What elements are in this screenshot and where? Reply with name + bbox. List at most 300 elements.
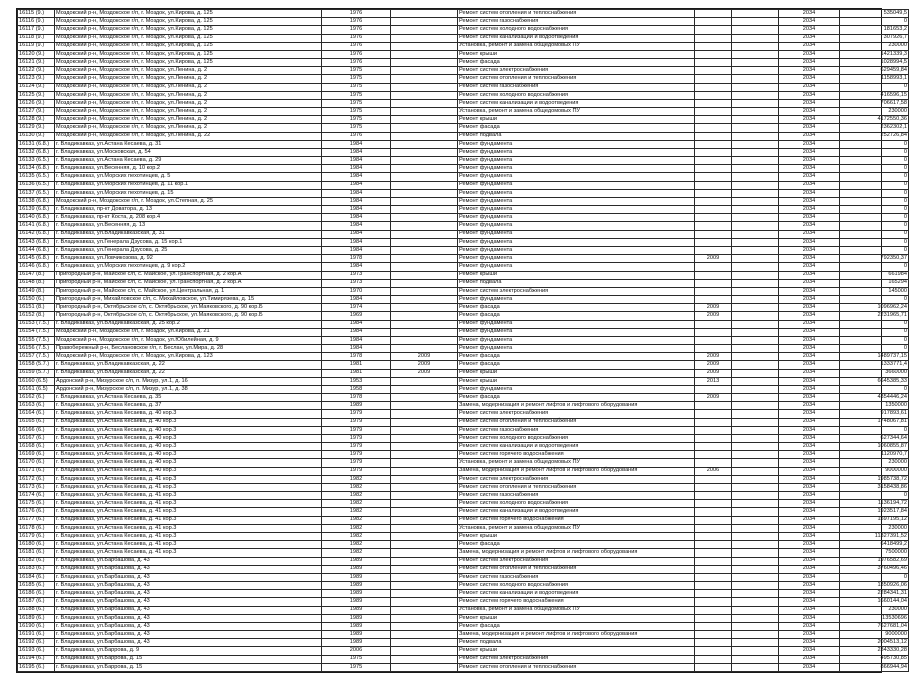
planned-year-cell: 2034: [779, 451, 840, 459]
work-type-cell: Установка, ремонт и замена общедомовых ПУ: [458, 42, 695, 50]
last-repair-year-cell: [695, 206, 732, 214]
year-cell: [732, 50, 779, 58]
year-built-cell: 2006: [322, 647, 391, 655]
address-cell: г. Владикавказ, ул.Весенняя, д. 13: [55, 222, 322, 230]
last-repair-year-cell: [695, 622, 732, 630]
year-built-cell: 1979: [322, 459, 391, 467]
last-repair-year-cell: [695, 214, 732, 222]
cost-cell: 0: [840, 426, 909, 434]
year-built-cell: 1989: [322, 565, 391, 573]
year-built-cell: 1989: [322, 614, 391, 622]
table-row: [18, 492, 909, 500]
year-cell: [732, 565, 779, 573]
year-cell: [391, 148, 458, 156]
year-built-cell: 1976: [322, 26, 391, 34]
row-number-cell: 16165 (6.): [18, 418, 55, 426]
planned-year-cell: 2034: [779, 533, 840, 541]
planned-year-cell: 2034: [779, 483, 840, 491]
year-cell: [391, 647, 458, 655]
row-number-cell: 16167 (6.): [18, 434, 55, 442]
year-built-cell: 1973: [322, 279, 391, 287]
table-row: [18, 140, 909, 148]
planned-year-cell: 2034: [779, 271, 840, 279]
year-cell: [391, 394, 458, 402]
table-row: [18, 279, 909, 287]
work-type-cell: Ремонт систем газоснабжения: [458, 426, 695, 434]
row-number-cell: 16185 (6.): [18, 582, 55, 590]
year-built-cell: 1984: [322, 148, 391, 156]
cost-cell: 1060855,87: [840, 443, 909, 451]
table-row: [18, 312, 909, 320]
row-number-cell: 16192 (6.): [18, 639, 55, 647]
planned-year-cell: 2034: [779, 426, 840, 434]
planned-year-cell: 2034: [779, 59, 840, 67]
table-row: [18, 410, 909, 418]
last-repair-year-cell: [695, 26, 732, 34]
last-repair-year-cell: [695, 83, 732, 91]
last-repair-year-cell: [695, 50, 732, 58]
last-repair-year-cell: [695, 410, 732, 418]
address-cell: Пригородный р-н, Октябрьское с/п, с. Октябрьское, ул.Маяковского, д. 90 кор.Б: [55, 304, 322, 312]
year-cell: [391, 475, 458, 483]
row-number-cell: 16129 (9.): [18, 124, 55, 132]
work-type-cell: Ремонт фасада: [458, 124, 695, 132]
address-cell: Моздокский р-н, Моздокское г/п, г. Моздок, ул.Кирова, д. 125: [55, 34, 322, 42]
planned-year-cell: 2034: [779, 549, 840, 557]
cost-cell: 416596,15: [840, 91, 909, 99]
planned-year-cell: 2034: [779, 361, 840, 369]
year-cell: [732, 181, 779, 189]
row-number-cell: 16128 (9.): [18, 116, 55, 124]
year-cell: [391, 508, 458, 516]
year-cell: [391, 467, 458, 475]
cost-cell: 1350926,06: [840, 582, 909, 590]
address-cell: г. Владикавказ, ул.Владикавказская, д. 22: [55, 369, 322, 377]
last-repair-year-cell: [695, 573, 732, 581]
last-repair-year-cell: [695, 140, 732, 148]
cost-cell: 0: [840, 189, 909, 197]
work-type-cell: Ремонт систем отопления и теплоснабжения: [458, 565, 695, 573]
planned-year-cell: 2034: [779, 410, 840, 418]
table-row: [18, 304, 909, 312]
cost-cell: 629459,84: [840, 67, 909, 75]
table-row: [18, 508, 909, 516]
planned-year-cell: 2034: [779, 377, 840, 385]
year-cell: [732, 189, 779, 197]
row-number-cell: 16148 (8.): [18, 279, 55, 287]
table-row: [18, 606, 909, 614]
table-row: [18, 524, 909, 532]
year-cell: [391, 549, 458, 557]
planned-year-cell: 2034: [779, 663, 840, 671]
cost-cell: 2343330,28: [840, 647, 909, 655]
cost-cell: 230000: [840, 42, 909, 50]
cost-cell: 0: [840, 148, 909, 156]
row-number-cell: 16121 (9.): [18, 59, 55, 67]
address-cell: г. Владикавказ, ул.Барбашова, д. 43: [55, 639, 322, 647]
year-cell: [391, 83, 458, 91]
last-repair-year-cell: [695, 279, 732, 287]
address-cell: Правобережный р-н, Беслановское г/п, г. Беслан, ул.Мира, д. 28: [55, 345, 322, 353]
year-cell: [732, 541, 779, 549]
cost-cell: 0: [840, 320, 909, 328]
work-type-cell: Ремонт фундамента: [458, 214, 695, 222]
year-built-cell: 1989: [322, 590, 391, 598]
year-built-cell: 1984: [322, 206, 391, 214]
year-cell: [732, 304, 779, 312]
year-cell: [732, 533, 779, 541]
cost-cell: 13530696: [840, 614, 909, 622]
last-repair-year-cell: [695, 18, 732, 26]
address-cell: Моздокский р-н, Моздокское г/п, г. Моздок, ул.Кирова, д. 123: [55, 353, 322, 361]
year-built-cell: 1982: [322, 508, 391, 516]
year-built-cell: 1982: [322, 483, 391, 491]
last-repair-year-cell: 2009: [695, 394, 732, 402]
work-type-cell: Ремонт систем газоснабжения: [458, 573, 695, 581]
cost-cell: 7627681,04: [840, 622, 909, 630]
address-cell: Моздокский р-н, Моздокское г/п, г. Моздок, ул.Ленина, д. 2: [55, 99, 322, 107]
work-type-cell: Установка, ремонт и замена общедомовых ПУ: [458, 459, 695, 467]
planned-year-cell: 2034: [779, 10, 840, 18]
table-row: [18, 320, 909, 328]
table-row: [18, 238, 909, 246]
planned-year-cell: 2034: [779, 582, 840, 590]
year-built-cell: 1984: [322, 181, 391, 189]
row-number-cell: 16194 (6.): [18, 655, 55, 663]
row-number-cell: 16118 (9.): [18, 34, 55, 42]
work-type-cell: Ремонт фундамента: [458, 230, 695, 238]
work-type-cell: Ремонт систем электроснабжения: [458, 410, 695, 418]
address-cell: г. Владикавказ, ул.Морских пехотинцев, д. 11 кор.1: [55, 181, 322, 189]
work-type-cell: Ремонт систем газоснабжения: [458, 18, 695, 26]
year-cell: [391, 230, 458, 238]
row-number-cell: 16144 (6.8.): [18, 246, 55, 254]
table-row: [18, 75, 909, 83]
work-type-cell: Ремонт фундамента: [458, 157, 695, 165]
year-cell: [732, 647, 779, 655]
year-built-cell: 1976: [322, 50, 391, 58]
address-cell: г. Владикавказ, пр-кт Коста, д. 208 кор.4: [55, 214, 322, 222]
cost-cell: 0: [840, 328, 909, 336]
year-cell: [391, 238, 458, 246]
row-number-cell: 16153 (7.5.): [18, 320, 55, 328]
year-built-cell: 1982: [322, 524, 391, 532]
year-built-cell: 1984: [322, 263, 391, 271]
year-built-cell: 1958: [322, 385, 391, 393]
planned-year-cell: 2034: [779, 173, 840, 181]
table-row: [18, 173, 909, 181]
cost-cell: 3158438,86: [840, 483, 909, 491]
row-number-cell: 16136 (6.5.): [18, 181, 55, 189]
table-row: [18, 353, 909, 361]
table-row: [18, 418, 909, 426]
address-cell: г. Владикавказ, ул.Астана Кесаева, д. 40 кор.3: [55, 467, 322, 475]
address-cell: Пригородный р-н, Октябрьское с/п, с. Октябрьское, ул.Маяковского, д. 90 кор.Б: [55, 312, 322, 320]
cost-cell: 1421339,3: [840, 50, 909, 58]
row-number-cell: 16177 (6.): [18, 516, 55, 524]
table-row: [18, 157, 909, 165]
address-cell: г. Владикавказ, ул.Баррова, д. 15: [55, 663, 322, 671]
planned-year-cell: 2034: [779, 557, 840, 565]
planned-year-cell: 2034: [779, 590, 840, 598]
planned-year-cell: 2034: [779, 328, 840, 336]
planned-year-cell: 2034: [779, 181, 840, 189]
cost-cell: 3760496,46: [840, 565, 909, 573]
row-number-cell: 16133 (6.5.): [18, 157, 55, 165]
last-repair-year-cell: [695, 598, 732, 606]
table-row: [18, 197, 909, 205]
planned-year-cell: 2034: [779, 639, 840, 647]
planned-year-cell: 2034: [779, 631, 840, 639]
address-cell: г. Владикавказ, ул.Московская, д. 54: [55, 148, 322, 156]
year-cell: [391, 59, 458, 67]
year-built-cell: 1981: [322, 361, 391, 369]
address-cell: г. Владикавказ, ул.Астана Кесаева, д. 41 кор.3: [55, 516, 322, 524]
year-cell: [732, 99, 779, 107]
year-cell: [732, 385, 779, 393]
row-number-cell: 16163 (6.): [18, 402, 55, 410]
work-type-cell: Ремонт фундамента: [458, 148, 695, 156]
address-cell: Моздокский р-н, Моздокское г/п, г. Моздок, ул.Ленина, д. 2: [55, 67, 322, 75]
table-row: [18, 573, 909, 581]
address-cell: г. Владикавказ, ул.Астана Кесаева, д. 40 кор.3: [55, 434, 322, 442]
year-cell: [732, 508, 779, 516]
address-cell: г. Владикавказ, ул.Астана Кесаева, д. 40 кор.3: [55, 451, 322, 459]
work-type-cell: Ремонт фасада: [458, 59, 695, 67]
last-repair-year-cell: [695, 541, 732, 549]
table-row: [18, 647, 909, 655]
year-cell: [391, 42, 458, 50]
cost-cell: 917893,61: [840, 410, 909, 418]
year-cell: [732, 483, 779, 491]
year-cell: [732, 549, 779, 557]
address-cell: г. Владикавказ, ул.Астана Кесаева, д. 41 кор.3: [55, 500, 322, 508]
address-cell: г. Владикавказ, ул.Генерала Дзусова, д. 25: [55, 246, 322, 254]
work-type-cell: Ремонт фундамента: [458, 181, 695, 189]
address-cell: Пригородный р-н, Майское с/п, с. Майское, ул.Центральная, д. 1: [55, 287, 322, 295]
year-built-cell: 1984: [322, 173, 391, 181]
year-cell: [732, 377, 779, 385]
planned-year-cell: 2034: [779, 75, 840, 83]
year-cell: [732, 524, 779, 532]
last-repair-year-cell: [695, 157, 732, 165]
cost-cell: 9000000: [840, 631, 909, 639]
last-repair-year-cell: 2013: [695, 377, 732, 385]
row-number-cell: 16127 (9.): [18, 108, 55, 116]
table-row: [18, 50, 909, 58]
work-type-cell: Ремонт крыши: [458, 647, 695, 655]
year-cell: [732, 263, 779, 271]
address-cell: г. Владикавказ, ул.Весенняя, д. 10 кор.2: [55, 165, 322, 173]
planned-year-cell: 2034: [779, 246, 840, 254]
year-built-cell: 1975: [322, 91, 391, 99]
work-type-cell: Ремонт систем горячего водоснабжения: [458, 598, 695, 606]
row-number-cell: 16139 (6.8.): [18, 206, 55, 214]
address-cell: г. Владикавказ, ул.Морских пехотинцев, д. 15: [55, 189, 322, 197]
planned-year-cell: 2034: [779, 312, 840, 320]
address-cell: Моздокский р-н, Моздокское г/п, г. Моздок, ул.Ленина, д. 2: [55, 75, 322, 83]
last-repair-year-cell: [695, 524, 732, 532]
table-row: [18, 336, 909, 344]
year-built-cell: 1976: [322, 18, 391, 26]
last-repair-year-cell: [695, 222, 732, 230]
planned-year-cell: 2034: [779, 336, 840, 344]
last-repair-year-cell: [695, 263, 732, 271]
year-cell: [391, 173, 458, 181]
year-cell: [732, 59, 779, 67]
address-cell: г. Владикавказ, ул.Астана Кесаева, д. 31: [55, 140, 322, 148]
address-cell: г. Владикавказ, ул.Морских пехотинцев, д. 9 кор.2: [55, 263, 322, 271]
last-repair-year-cell: [695, 663, 732, 671]
year-built-cell: 1989: [322, 598, 391, 606]
table-row: [18, 42, 909, 50]
year-cell: [732, 606, 779, 614]
year-cell: [732, 255, 779, 263]
repair-schedule-table: [17, 9, 909, 672]
year-cell: [391, 516, 458, 524]
year-cell: [391, 181, 458, 189]
year-cell: [391, 140, 458, 148]
last-repair-year-cell: [695, 108, 732, 116]
cost-cell: 230000: [840, 606, 909, 614]
year-built-cell: 1981: [322, 369, 391, 377]
cost-cell: 0: [840, 165, 909, 173]
year-cell: [391, 418, 458, 426]
address-cell: Моздокский р-н, Моздокское г/п, г. Моздок, ул.Кирова, д. 125: [55, 10, 322, 18]
year-cell: 2009: [391, 361, 458, 369]
year-built-cell: 1984: [322, 296, 391, 304]
cost-cell: 0: [840, 246, 909, 254]
row-number-cell: 16161 (6.5): [18, 385, 55, 393]
row-number-cell: 16168 (6.): [18, 443, 55, 451]
table-row: [18, 287, 909, 295]
cost-cell: 1597195,12: [840, 516, 909, 524]
last-repair-year-cell: [695, 483, 732, 491]
table-row: [18, 132, 909, 140]
row-number-cell: 16124 (9.): [18, 83, 55, 91]
year-built-cell: 1984: [322, 157, 391, 165]
table-row: [18, 214, 909, 222]
year-built-cell: 1989: [322, 402, 391, 410]
work-type-cell: Ремонт фасада: [458, 304, 695, 312]
year-built-cell: 1975: [322, 663, 391, 671]
year-cell: [732, 10, 779, 18]
last-repair-year-cell: [695, 10, 732, 18]
last-repair-year-cell: [695, 508, 732, 516]
cost-cell: 0: [840, 140, 909, 148]
row-number-cell: 16173 (6.): [18, 483, 55, 491]
year-cell: [391, 214, 458, 222]
row-number-cell: 16154 (7.5.): [18, 328, 55, 336]
row-number-cell: 16125 (9.): [18, 91, 55, 99]
work-type-cell: Замена, модернизация и ремонт лифтов и лифтового оборудования: [458, 549, 695, 557]
cost-cell: 6418499,2: [840, 541, 909, 549]
cost-cell: 181653,2: [840, 26, 909, 34]
last-repair-year-cell: [695, 655, 732, 663]
row-number-cell: 16178 (6.): [18, 524, 55, 532]
cost-cell: 661984: [840, 271, 909, 279]
year-built-cell: 1989: [322, 639, 391, 647]
year-built-cell: 1978: [322, 353, 391, 361]
table-row: [18, 148, 909, 156]
planned-year-cell: 2034: [779, 614, 840, 622]
year-cell: [391, 606, 458, 614]
address-cell: г. Владикавказ, ул.Астана Кесаева, д. 41 кор.3: [55, 541, 322, 549]
cost-cell: 11327391,52: [840, 533, 909, 541]
table-row: [18, 598, 909, 606]
last-repair-year-cell: [695, 647, 732, 655]
year-cell: [732, 451, 779, 459]
address-cell: г. Владикавказ, ул.Астана Кесаева, д. 41 кор.3: [55, 508, 322, 516]
year-cell: [732, 336, 779, 344]
last-repair-year-cell: [695, 91, 732, 99]
address-cell: Моздокский р-н, Моздокское г/п, г. Моздок, ул.Степная, д. 25: [55, 197, 322, 205]
year-cell: [732, 500, 779, 508]
year-cell: [732, 345, 779, 353]
planned-year-cell: 2034: [779, 263, 840, 271]
address-cell: г. Владикавказ, ул.Владикавказская, д. 31: [55, 230, 322, 238]
row-number-cell: 16122 (9.): [18, 67, 55, 75]
year-built-cell: 1975: [322, 67, 391, 75]
address-cell: г. Владикавказ, ул.Баррова, д. 15: [55, 655, 322, 663]
last-repair-year-cell: [695, 99, 732, 107]
planned-year-cell: 2034: [779, 287, 840, 295]
address-cell: Моздокский р-н, Моздокское г/п, г. Моздок, ул.Ленина, д. 2: [55, 108, 322, 116]
year-cell: [732, 165, 779, 173]
last-repair-year-cell: [695, 181, 732, 189]
year-cell: [732, 271, 779, 279]
last-repair-year-cell: [695, 557, 732, 565]
address-cell: г. Владикавказ, ул.Баррова, д. 9: [55, 647, 322, 655]
table-row: [18, 10, 909, 18]
work-type-cell: Ремонт фасада: [458, 353, 695, 361]
row-number-cell: 16135 (6.5.): [18, 173, 55, 181]
last-repair-year-cell: 2009: [695, 312, 732, 320]
planned-year-cell: 2034: [779, 18, 840, 26]
address-cell: Моздокский р-н, Моздокское г/п, г. Моздок, ул.Ленина, д. 2: [55, 116, 322, 124]
cost-cell: 1923517,84: [840, 508, 909, 516]
year-cell: [732, 622, 779, 630]
address-cell: г. Владикавказ, ул.Ловчикозова, д. 92: [55, 255, 322, 263]
table-row: [18, 443, 909, 451]
row-number-cell: 16123 (9.): [18, 75, 55, 83]
row-number-cell: 16146 (6.8.): [18, 263, 55, 271]
year-cell: [391, 533, 458, 541]
row-number-cell: 16181 (6.): [18, 549, 55, 557]
year-cell: [732, 140, 779, 148]
work-type-cell: Ремонт систем электроснабжения: [458, 287, 695, 295]
last-repair-year-cell: [695, 459, 732, 467]
address-cell: Моздокский р-н, Моздокское г/п, г. Моздок, ул.Ленина, д. 2: [55, 91, 322, 99]
last-repair-year-cell: [695, 132, 732, 140]
table-row: [18, 361, 909, 369]
year-cell: [391, 500, 458, 508]
work-type-cell: Ремонт крыши: [458, 50, 695, 58]
year-cell: [391, 206, 458, 214]
table-row: [18, 18, 909, 26]
work-type-cell: Ремонт фундамента: [458, 197, 695, 205]
work-type-cell: Ремонт фундамента: [458, 173, 695, 181]
year-built-cell: 1979: [322, 410, 391, 418]
row-number-cell: 16138 (6.8.): [18, 197, 55, 205]
planned-year-cell: 2034: [779, 108, 840, 116]
last-repair-year-cell: [695, 590, 732, 598]
year-built-cell: 1975: [322, 99, 391, 107]
year-cell: [391, 541, 458, 549]
year-built-cell: 1975: [322, 116, 391, 124]
year-cell: [391, 10, 458, 18]
work-type-cell: Ремонт фасада: [458, 312, 695, 320]
